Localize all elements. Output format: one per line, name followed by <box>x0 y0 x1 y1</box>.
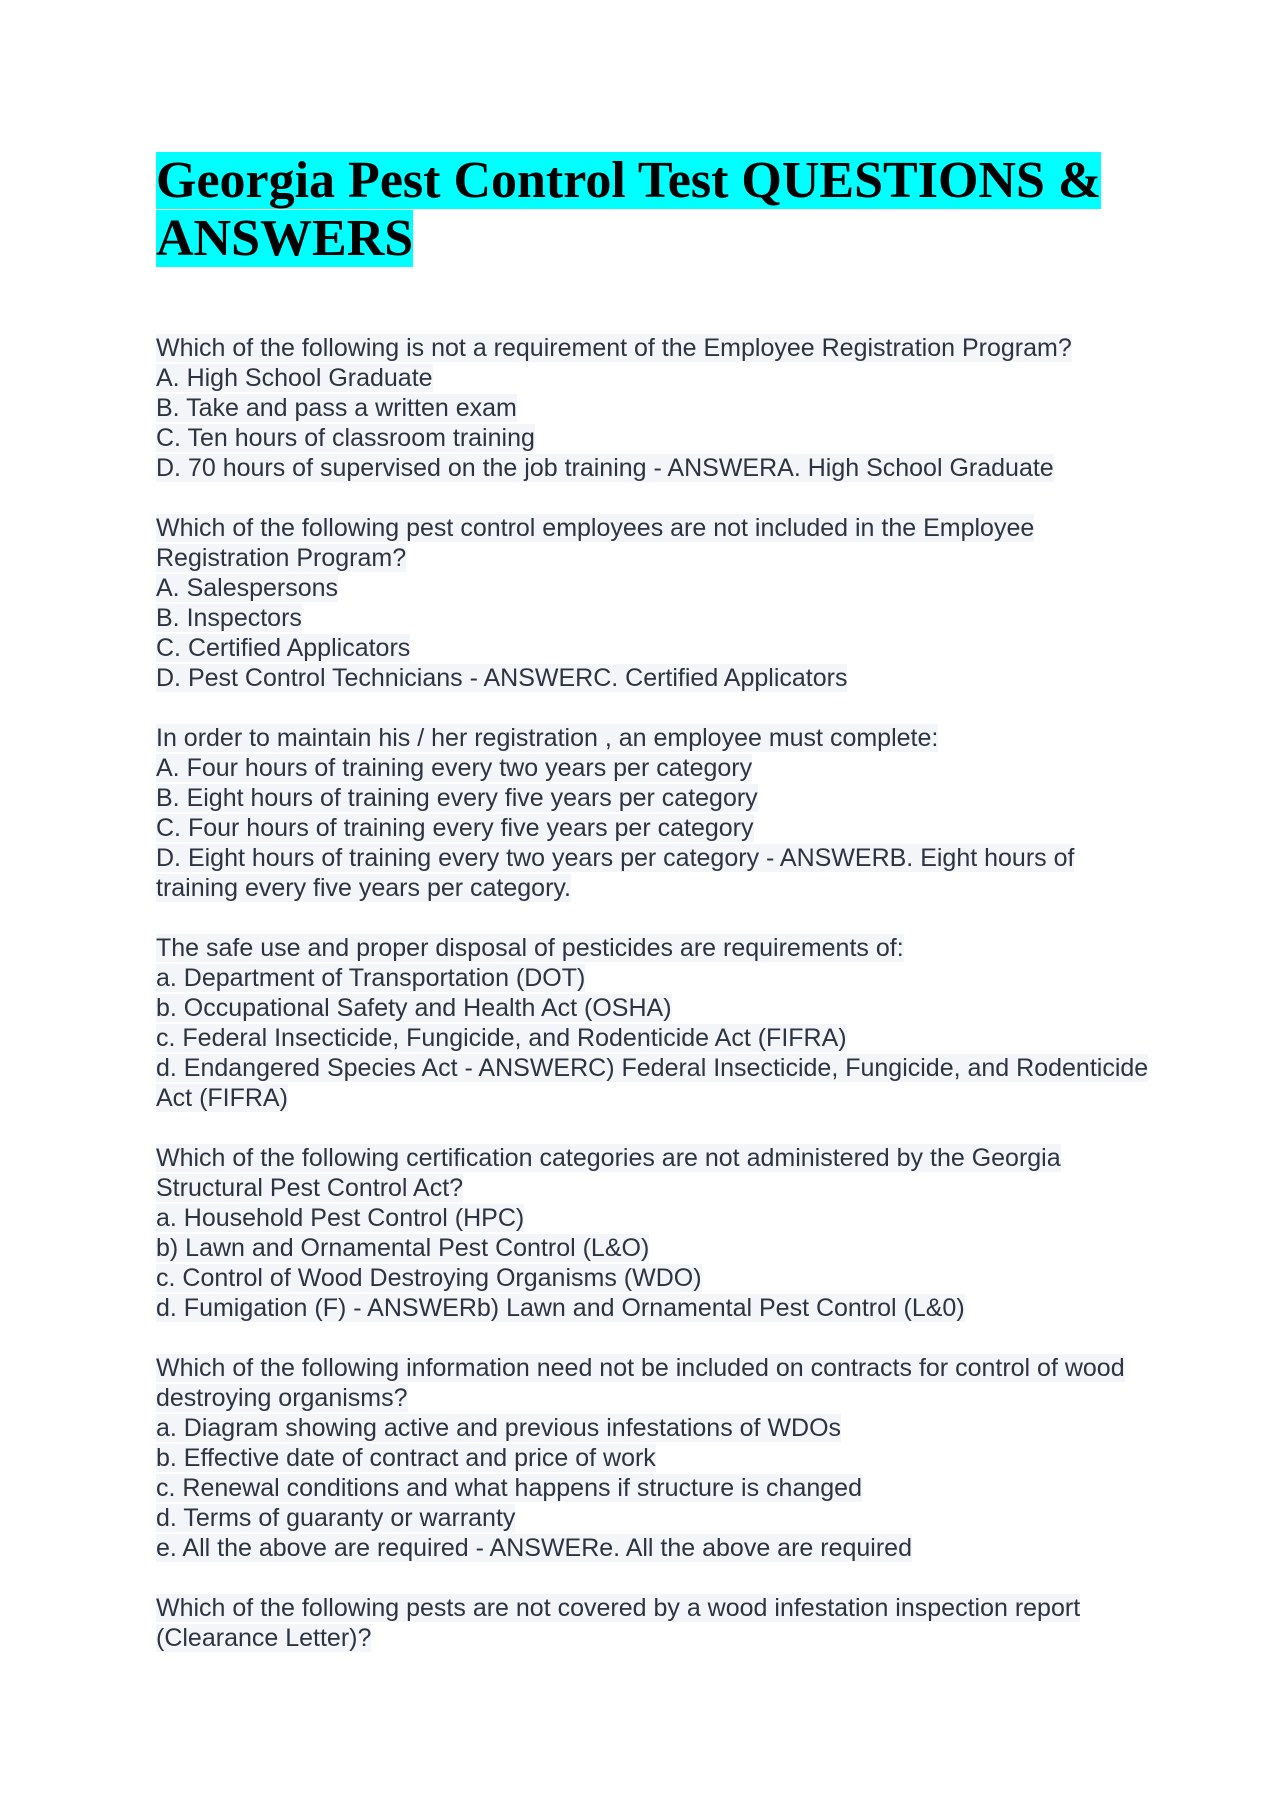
question-text: Which of the following is not a requirement of the Employee Registration Program? <box>156 334 1072 362</box>
answer-option: c. Control of Wood Destroying Organisms (WDO) <box>156 1264 702 1292</box>
answer-option: a. Department of Transportation (DOT) <box>156 964 586 992</box>
answer-option: e. All the above are required - ANSWERe. All the above are required <box>156 1534 912 1562</box>
question-text: Which of the following information need not be included on contracts for control of wood destroying organisms? <box>156 1354 1125 1412</box>
answer-option: C. Certified Applicators <box>156 634 411 662</box>
document-title <box>156 152 1156 268</box>
answer-option: b. Effective date of contract and price of work <box>156 1444 656 1472</box>
qa-block <box>156 1143 1156 1323</box>
answer-option: d. Terms of guaranty or warranty <box>156 1504 516 1532</box>
question-text: Which of the following certification categories are not administered by the Georgia Structural Pest Control Act? <box>156 1144 1061 1202</box>
answer-option: D. 70 hours of supervised on the job training - ANSWERA. High School Graduate <box>156 454 1054 482</box>
qa-list <box>156 333 1156 1683</box>
answer-option: c. Federal Insecticide, Fungicide, and Rodenticide Act (FIFRA) <box>156 1024 847 1052</box>
answer-option: d. Fumigation (F) - ANSWERb) Lawn and Ornamental Pest Control (L&0) <box>156 1294 965 1322</box>
answer-option: A. Four hours of training every two years per category <box>156 754 753 782</box>
qa-block <box>156 1353 1156 1563</box>
answer-option: B. Eight hours of training every five years per category <box>156 784 758 812</box>
qa-block <box>156 1593 1156 1653</box>
answer-option: c. Renewal conditions and what happens if structure is changed <box>156 1474 862 1502</box>
answer-option: D. Eight hours of training every two years per category - ANSWERB. Eight hours of training every five years per category. <box>156 844 1075 902</box>
qa-block <box>156 513 1156 693</box>
answer-option: D. Pest Control Technicians - ANSWERC. Certified Applicators <box>156 664 848 692</box>
answer-option: B. Take and pass a written exam <box>156 394 517 422</box>
answer-option: a. Household Pest Control (HPC) <box>156 1204 525 1232</box>
answer-option: A. High School Graduate <box>156 364 433 392</box>
answer-option: B. Inspectors <box>156 604 302 632</box>
question-text: Which of the following pest control employees are not included in the Employee Registration Program? <box>156 514 1035 572</box>
question-text: In order to maintain his / her registration , an employee must complete: <box>156 724 939 752</box>
qa-block <box>156 933 1156 1113</box>
question-text: Which of the following pests are not covered by a wood infestation inspection report (Clearance Letter)? <box>156 1594 1081 1652</box>
answer-option: b. Occupational Safety and Health Act (OSHA) <box>156 994 672 1022</box>
qa-block <box>156 723 1156 903</box>
qa-block <box>156 333 1156 483</box>
question-text: The safe use and proper disposal of pesticides are requirements of: <box>156 934 904 962</box>
title-highlight: Georgia Pest Control Test QUESTIONS & ANSWERS <box>156 152 1102 267</box>
answer-option: b) Lawn and Ornamental Pest Control (L&O) <box>156 1234 650 1262</box>
answer-option: C. Ten hours of classroom training <box>156 424 535 452</box>
answer-option: d. Endangered Species Act - ANSWERC) Federal Insecticide, Fungicide, and Rodenticide Act (FIFRA) <box>156 1054 1149 1112</box>
answer-option: a. Diagram showing active and previous infestations of WDOs <box>156 1414 842 1442</box>
answer-option: A. Salespersons <box>156 574 339 602</box>
answer-option: C. Four hours of training every five years per category <box>156 814 754 842</box>
